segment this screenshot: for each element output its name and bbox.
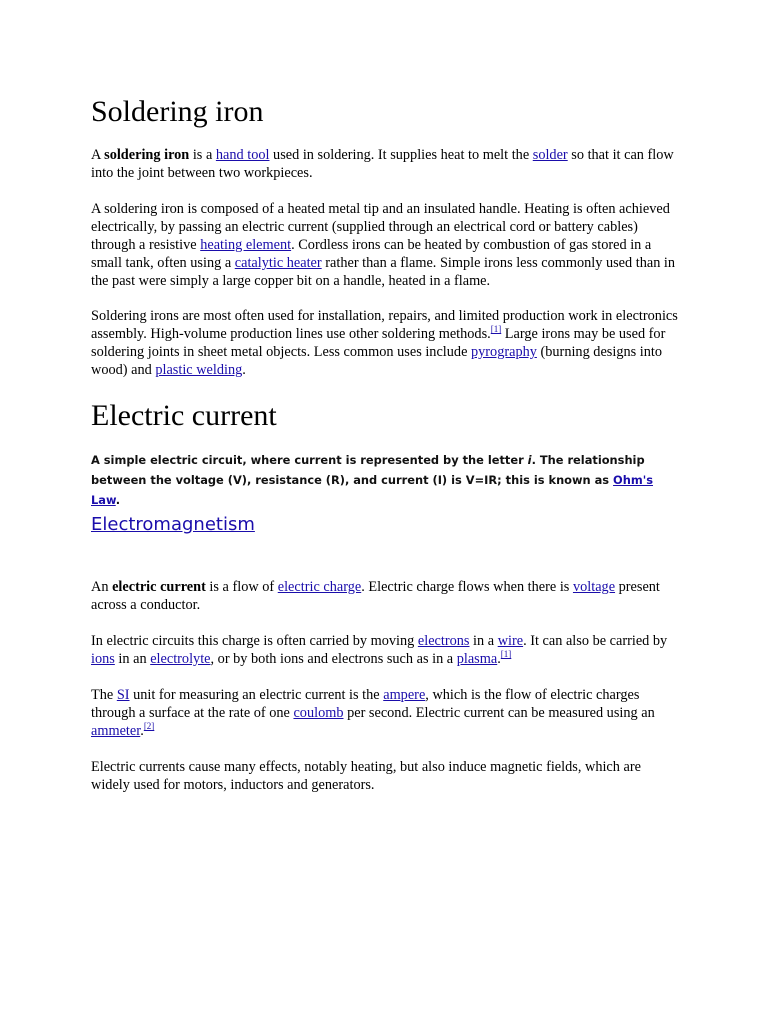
text: Soldering irons are most often used for installation, repairs, and limited production work in electronics assembly. High-volume production lines use other soldering methods. <box>91 308 678 342</box>
text: . Electric charge flows when there is <box>361 579 573 595</box>
italic-letter: i <box>527 453 532 467</box>
paragraph-current-definition <box>91 578 681 614</box>
text: Electric currents cause many effects, notably heating, but also induce magnetic fields, which are widely used for motors, inductors and generators. <box>91 759 641 793</box>
reference-1-link[interactable]: [1] <box>490 324 502 334</box>
link-ions[interactable]: ions <box>91 651 115 667</box>
text: Large irons may be used for soldering joints in sheet metal objects. Less common uses include <box>91 326 666 360</box>
link-heating-element[interactable]: heating element <box>200 237 292 253</box>
text: (burning designs into wood) and <box>91 344 663 378</box>
link-voltage[interactable]: voltage <box>572 579 616 595</box>
text: In electric circuits this charge is often carried by moving <box>91 633 418 649</box>
text: per second. Electric current can be measured using an <box>343 705 655 721</box>
text: present across a conductor. <box>91 579 660 613</box>
reference-1-link[interactable]: [1] <box>500 649 512 659</box>
link-coulomb[interactable]: coulomb <box>293 705 344 721</box>
link-plastic-welding[interactable]: plastic welding <box>155 362 243 378</box>
reference-2-link[interactable]: [2] <box>143 721 155 731</box>
text: . <box>115 493 121 507</box>
text: used in soldering. It supplies heat to melt the <box>269 147 533 163</box>
text: so that it can flow into the joint between two workpieces. <box>91 147 674 181</box>
text: A simple electric circuit, where current is represented by the letter <box>91 453 528 467</box>
link-ohms-law[interactable]: Ohm's Law <box>91 473 653 507</box>
link-ammeter[interactable]: ammeter <box>91 723 141 739</box>
link-catalytic-heater[interactable]: catalytic heater <box>234 255 322 271</box>
text: . <box>140 723 144 739</box>
link-plasma[interactable]: plasma <box>456 651 498 667</box>
heading-soldering-iron: Soldering iron <box>91 95 264 128</box>
link-wire[interactable]: wire <box>497 633 524 649</box>
subheading-electromagnetism <box>91 512 255 538</box>
text: An <box>91 579 113 595</box>
paragraph-current-carriers <box>91 632 681 668</box>
text: . The relationship between the voltage (V), resistance (R), and current (I) is V=IR; this is known as <box>91 453 645 487</box>
link-solder[interactable]: solder <box>532 147 568 163</box>
text: . <box>497 651 501 667</box>
paragraph-current-effects <box>91 758 681 794</box>
text: The <box>91 687 117 703</box>
text: . <box>242 362 246 378</box>
text: A <box>91 147 105 163</box>
text: . Cordless irons can be heated by combustion of gas stored in a small tank, often using a <box>91 237 652 271</box>
bold-term: electric current <box>112 579 206 595</box>
text: A soldering iron is composed of a heated metal tip and an insulated handle. Heating is often achieved electrically, by passing an electric current (supplied through an electrical cord or battery cables) through a resistive <box>91 201 670 253</box>
link-electromagnetism[interactable]: Electromagnetism <box>91 514 255 535</box>
link-electric-charge[interactable]: electric charge <box>277 579 362 595</box>
text: , which is the flow of electric charges through a surface at the rate of one <box>91 687 640 721</box>
bold-term: soldering iron <box>104 147 190 163</box>
text: is a flow of <box>205 579 278 595</box>
text: . It can also be carried by <box>523 633 668 649</box>
link-electrolyte[interactable]: electrolyte <box>150 651 211 667</box>
heading-electric-current: Electric current <box>91 399 277 432</box>
figure-caption <box>91 450 681 510</box>
link-electrons[interactable]: electrons <box>417 633 470 649</box>
link-si[interactable]: SI <box>116 687 130 703</box>
text: rather than a flame. Simple irons less commonly used than in the past were simply a large copper bit on a handle, heated in a flame. <box>91 255 676 289</box>
text: , or by both ions and electrons such as in a <box>210 651 457 667</box>
link-hand-tool[interactable]: hand tool <box>215 147 270 163</box>
text: in a <box>469 633 498 649</box>
text: is a <box>189 147 216 163</box>
link-pyrography[interactable]: pyrography <box>471 344 537 360</box>
paragraph-soldering-uses <box>91 307 681 379</box>
paragraph-soldering-composition <box>91 200 681 290</box>
paragraph-current-measurement <box>91 686 681 740</box>
paragraph-soldering-intro <box>91 146 681 182</box>
text: unit for measuring an electric current is the <box>129 687 384 703</box>
text: in an <box>114 651 151 667</box>
link-ampere[interactable]: ampere <box>383 687 426 703</box>
